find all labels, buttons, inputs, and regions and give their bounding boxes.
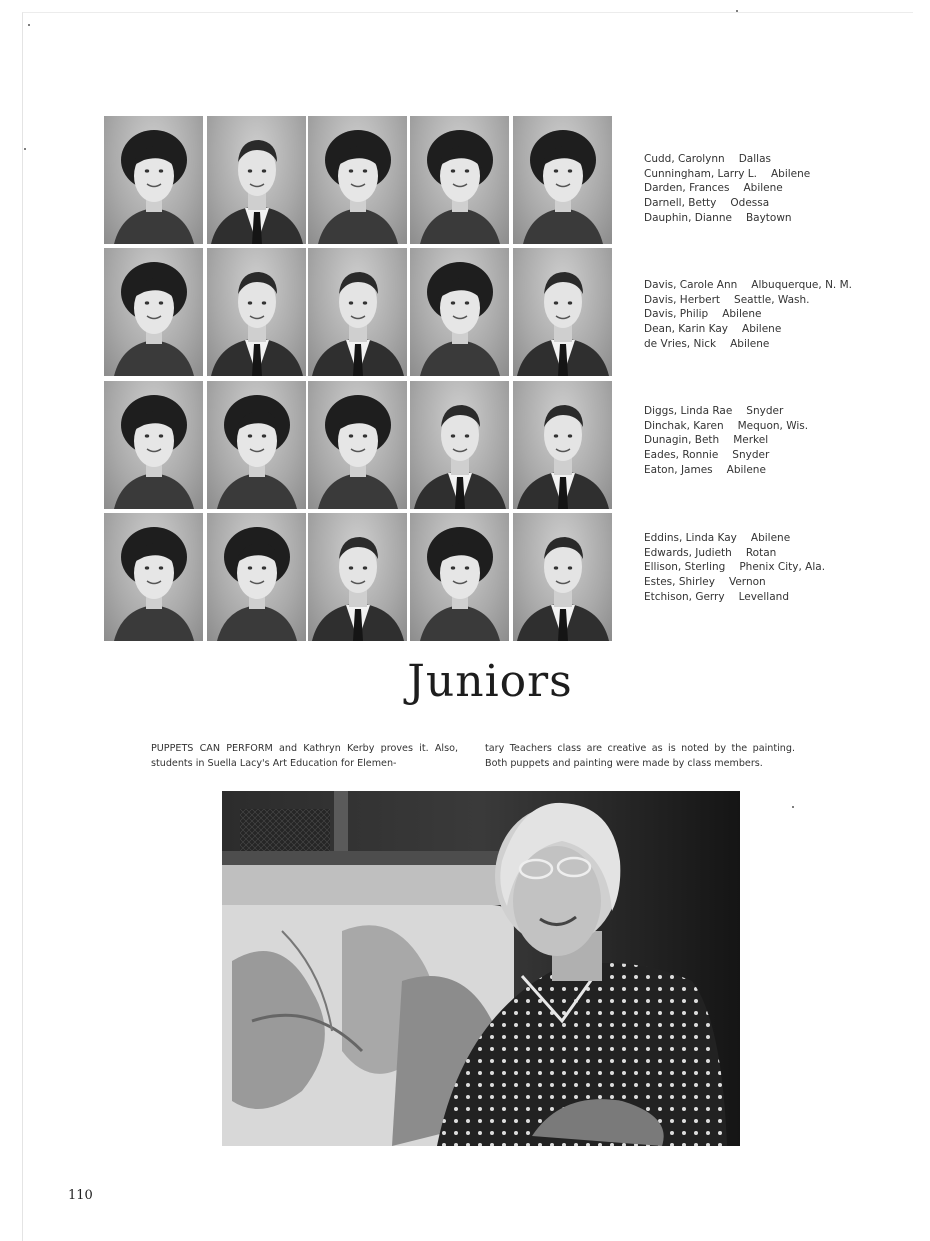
page-number: 110 (68, 1188, 93, 1203)
student-portrait (104, 381, 203, 509)
student-name: Diggs, Linda Rae (644, 405, 733, 417)
student-name: de Vries, Nick (644, 337, 717, 350)
caption-left: PUPPETS CAN PERFORM and Kathryn Kerby proves it. Also, students in Suella Lacy's Art Education for Elemen- (151, 743, 458, 769)
student-name: Eaton, James (644, 463, 713, 476)
name-entry (644, 560, 884, 575)
student-name: Cunningham, Larry L. (644, 167, 757, 180)
student-portrait (410, 116, 509, 244)
student-name: Davis, Herbert (644, 293, 721, 306)
name-entry (644, 546, 884, 561)
student-name: Etchison, Gerry (644, 590, 725, 603)
student-name: Edwards, Judieth (644, 546, 732, 559)
student-portrait (104, 116, 203, 244)
student-portrait (410, 381, 509, 509)
name-entry (644, 575, 884, 590)
hometown: Seattle, Wash. (734, 293, 810, 306)
print-speck (28, 24, 30, 26)
print-speck (792, 806, 794, 808)
student-portrait (104, 248, 203, 376)
student-portrait (513, 248, 612, 376)
name-group (644, 152, 884, 226)
student-portrait (104, 513, 203, 641)
name-entry (644, 278, 884, 293)
student-name: Dinchak, Karen (644, 419, 724, 432)
name-group (644, 278, 884, 352)
feature-photo-illustration (222, 791, 740, 1146)
hometown: Phenix City, Ala. (739, 561, 826, 574)
name-entry (644, 433, 884, 448)
hometown: Levelland (738, 590, 789, 603)
hometown: Abilene (742, 323, 782, 336)
hometown: Rotan (745, 546, 777, 559)
name-entry (644, 419, 884, 434)
name-entry (644, 196, 884, 211)
hometown: Abilene (771, 167, 811, 180)
hometown: Abilene (743, 182, 783, 195)
portrait-grid (104, 116, 618, 636)
name-entry (644, 404, 884, 419)
student-portrait (308, 248, 407, 376)
student-portrait (207, 513, 306, 641)
hometown: Merkel (733, 434, 769, 447)
hometown: Baytown (745, 211, 792, 224)
student-portrait (410, 248, 509, 376)
name-entry (644, 590, 884, 605)
student-portrait (308, 116, 407, 244)
hometown: Dallas (738, 153, 771, 165)
name-group (644, 531, 884, 605)
feature-photo (222, 791, 740, 1146)
student-name: Dunagin, Beth (644, 434, 720, 447)
hometown: Abilene (726, 463, 766, 476)
name-entry (644, 322, 884, 337)
student-name: Darnell, Betty (644, 197, 717, 210)
student-name: Eddins, Linda Kay (644, 532, 737, 544)
caption-right: tary Teachers class are creative as is noted by the painting. Both puppets and painting were made by class members. (485, 743, 795, 769)
name-entry (644, 293, 884, 308)
hometown: Odessa (730, 197, 770, 210)
student-name: Ellison, Sterling (644, 561, 726, 574)
hometown: Snyder (746, 405, 784, 417)
student-name: Dean, Karin Kay (644, 323, 729, 336)
student-name: Davis, Philip (644, 308, 709, 321)
section-title: Juniors (407, 656, 573, 707)
student-portrait (308, 513, 407, 641)
student-portrait (513, 513, 612, 641)
hometown: Vernon (728, 576, 766, 589)
hometown: Abilene (722, 308, 762, 321)
name-entry (644, 531, 884, 546)
student-portrait (513, 381, 612, 509)
student-portrait (207, 116, 306, 244)
hometown: Mequon, Wis. (737, 419, 809, 432)
student-name: Dauphin, Dianne (644, 211, 732, 224)
student-portrait (308, 381, 407, 509)
student-name: Eades, Ronnie (644, 449, 719, 462)
print-speck (24, 148, 26, 150)
name-entry (644, 152, 884, 167)
print-speck (736, 10, 738, 12)
hometown: Snyder (732, 449, 770, 462)
hometown: Abilene (750, 532, 791, 544)
name-entry (644, 337, 884, 352)
hometown: Abilene (730, 337, 770, 350)
name-entry (644, 448, 884, 463)
hometown: Albuquerque, N. M. (751, 279, 852, 291)
name-group (644, 404, 884, 478)
student-name: Darden, Frances (644, 182, 730, 195)
name-entry (644, 181, 884, 196)
name-entry (644, 463, 884, 478)
student-portrait (410, 513, 509, 641)
name-entry (644, 307, 884, 322)
student-portrait (513, 116, 612, 244)
name-entry (644, 167, 884, 182)
student-portrait (207, 248, 306, 376)
student-portrait (207, 381, 306, 509)
student-name: Davis, Carole Ann (644, 279, 738, 291)
name-entry (644, 211, 884, 226)
student-name: Estes, Shirley (644, 576, 715, 589)
student-name: Cudd, Carolynn (644, 153, 725, 165)
